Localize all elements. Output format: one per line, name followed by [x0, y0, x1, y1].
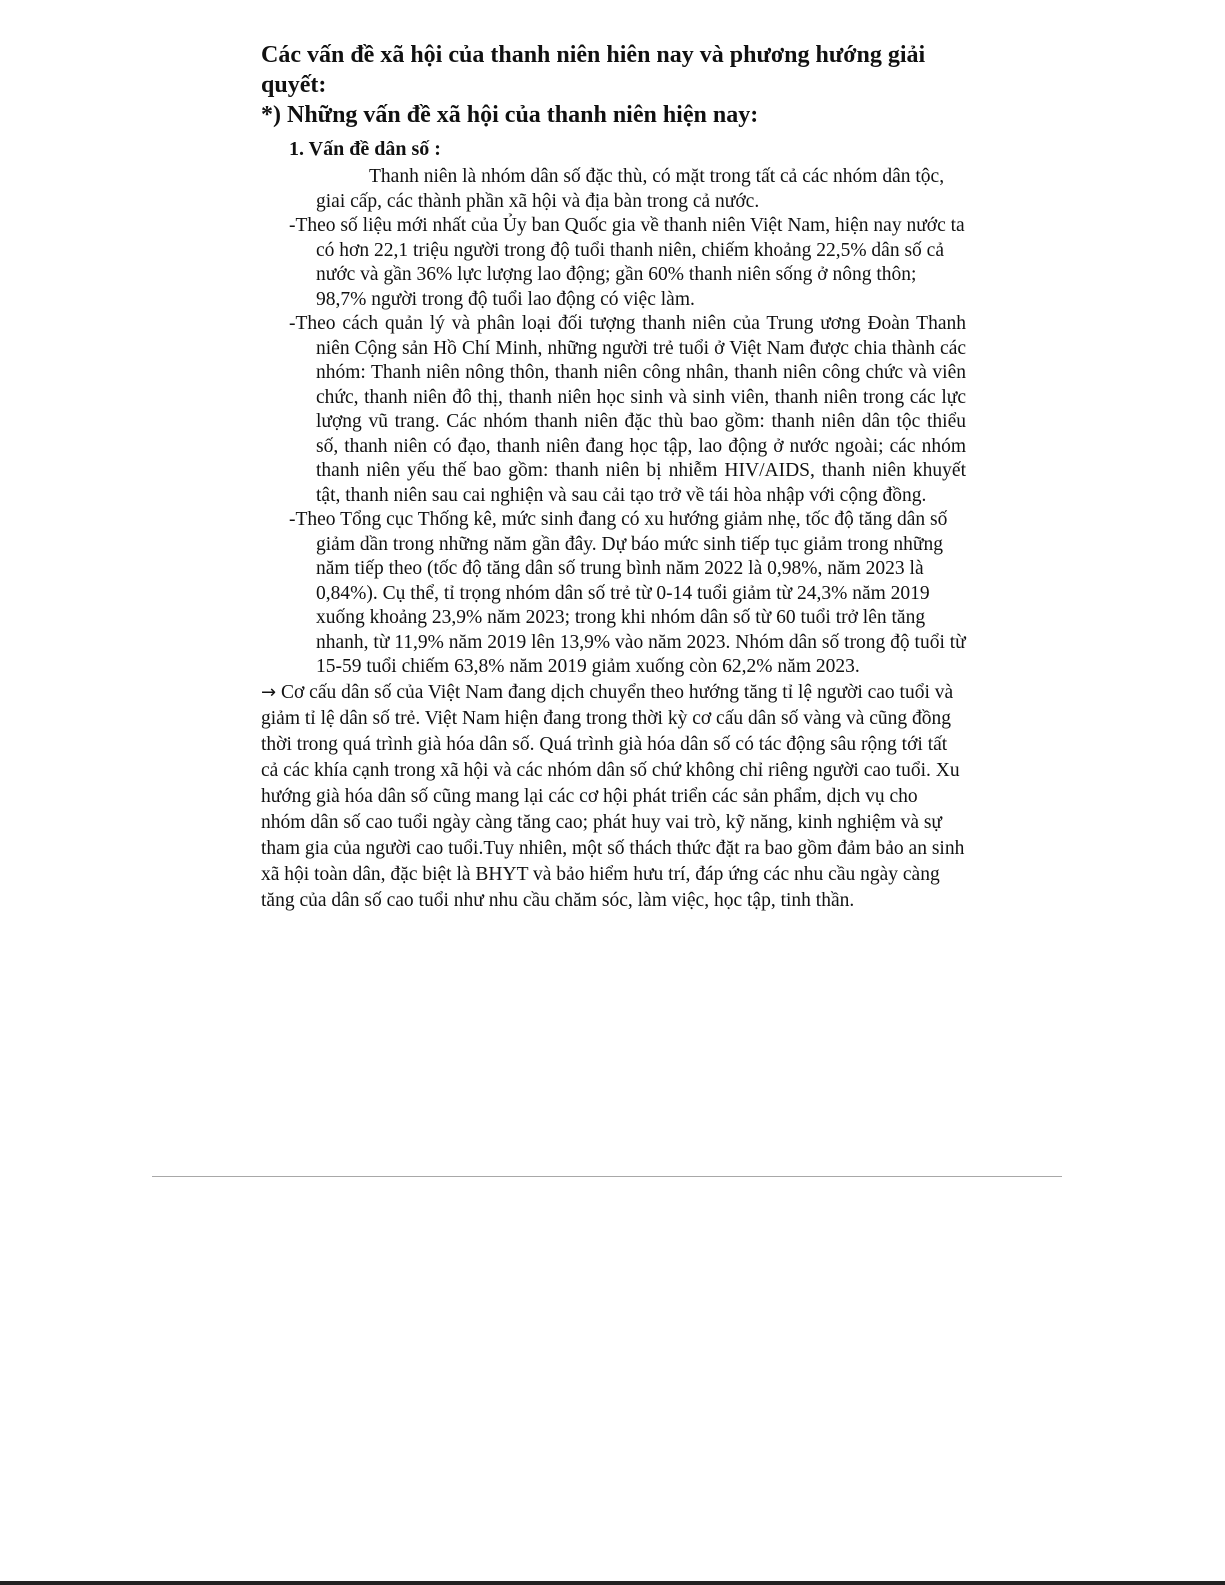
- arrow-icon: →: [261, 681, 277, 703]
- document-content: [261, 40, 966, 914]
- bullet-paragraph-2: -Theo cách quản lý và phân loại đối tượng thanh niên của Trung ương Đoàn Thanh niên Cộng sản Hồ Chí Minh, những người trẻ tuổi ở Việt Nam được chia thành các nhóm: Thanh niên nông thôn, thanh niên công nhân, thanh niên công chức và viên chức, thanh niên đô thị, thanh niên học sinh và sinh viên, thanh niên trong các lực lượng vũ trang. Các nhóm thanh niên đặc thù bao gồm: thanh niên dân tộc thiểu số, thanh niên có đạo, thanh niên đang học tập, lao động ở nước ngoài; các nhóm thanh niên yếu thế bao gồm: thanh niên bị nhiễm HIV/AIDS, thanh niên khuyết tật, thanh niên sau cai nghiện và sau cải tạo trở về tái hòa nhập với cộng đồng.: [289, 313, 966, 506]
- page-separator-line: [152, 1176, 1062, 1177]
- intro-paragraph: Thanh niên là nhóm dân số đặc thù, có mặt trong tất cả các nhóm dân tộc, giai cấp, các thành phần xã hội và địa bàn trong cả nước.: [316, 166, 945, 212]
- bullet-paragraph-1: -Theo số liệu mới nhất của Ủy ban Quốc gia về thanh niên Việt Nam, hiện nay nước ta có hơn 22,1 triệu người trong độ tuổi thanh niên, chiếm khoảng 22,5% dân số cả nước và gần 36% lực lượng lao động; gần 60% thanh niên sống ở nông thôn; 98,7% người trong độ tuổi lao động có việc làm.: [289, 215, 965, 310]
- document-title: Các vấn đề xã hội của thanh niên hiên nay và phương hướng giải quyết:: [261, 42, 926, 98]
- bottom-edge-bar: [0, 1581, 1225, 1585]
- bullet-paragraph-3: -Theo Tổng cục Thống kê, mức sinh đang có xu hướng giảm nhẹ, tốc độ tăng dân số giảm dần trong những năm gần đây. Dự báo mức sinh tiếp tục giảm trong những năm tiếp theo (tốc độ tăng dân số trung bình năm 2022 là 0,98%, năm 2023 là 0,84%). Cụ thể, tỉ trọng nhóm dân số trẻ từ 0-14 tuổi giảm từ 24,3% năm 2019 xuống khoảng 23,9% năm 2023; trong khi nhóm dân số từ 60 tuổi trở lên tăng nhanh, từ 11,9% năm 2019 lên 13,9% vào năm 2023. Nhóm dân số trong độ tuổi từ 15-59 tuổi chiếm 63,8% năm 2019 giảm xuống còn 62,2% năm 2023.: [289, 509, 966, 677]
- section-1-heading: 1. Vấn đề dân số :: [289, 138, 441, 160]
- conclusion-text: Cơ cấu dân số của Việt Nam đang dịch chuyển theo hướng tăng tỉ lệ người cao tuổi và giảm tỉ lệ dân số trẻ. Việt Nam hiện đang trong thời kỳ cơ cấu dân số vàng và cũng đồng thời trong quá trình già hóa dân số. Quá trình già hóa dân số có tác động sâu rộng tới tất cả các khía cạnh trong xã hội và các nhóm dân số chứ không chỉ riêng người cao tuổi. Xu hướng già hóa dân số cũng mang lại các cơ hội phát triển các sản phẩm, dịch vụ cho nhóm dân số cao tuổi ngày càng tăng cao; phát huy vai trò, kỹ năng, kinh nghiệm và sự tham gia của người cao tuổi.Tuy nhiên, một số thách thức đặt ra bao gồm đảm bảo an sinh xã hội toàn dân, đặc biệt là BHYT và bảo hiểm hưu trí, đáp ứng các nhu cầu ngày càng tăng của dân số cao tuổi như nhu cầu chăm sóc, làm việc, học tập, tinh thần.: [261, 681, 965, 911]
- document-subtitle: *) Những vấn đề xã hội của thanh niên hiện nay:: [261, 102, 759, 128]
- conclusion-paragraph: [261, 680, 966, 914]
